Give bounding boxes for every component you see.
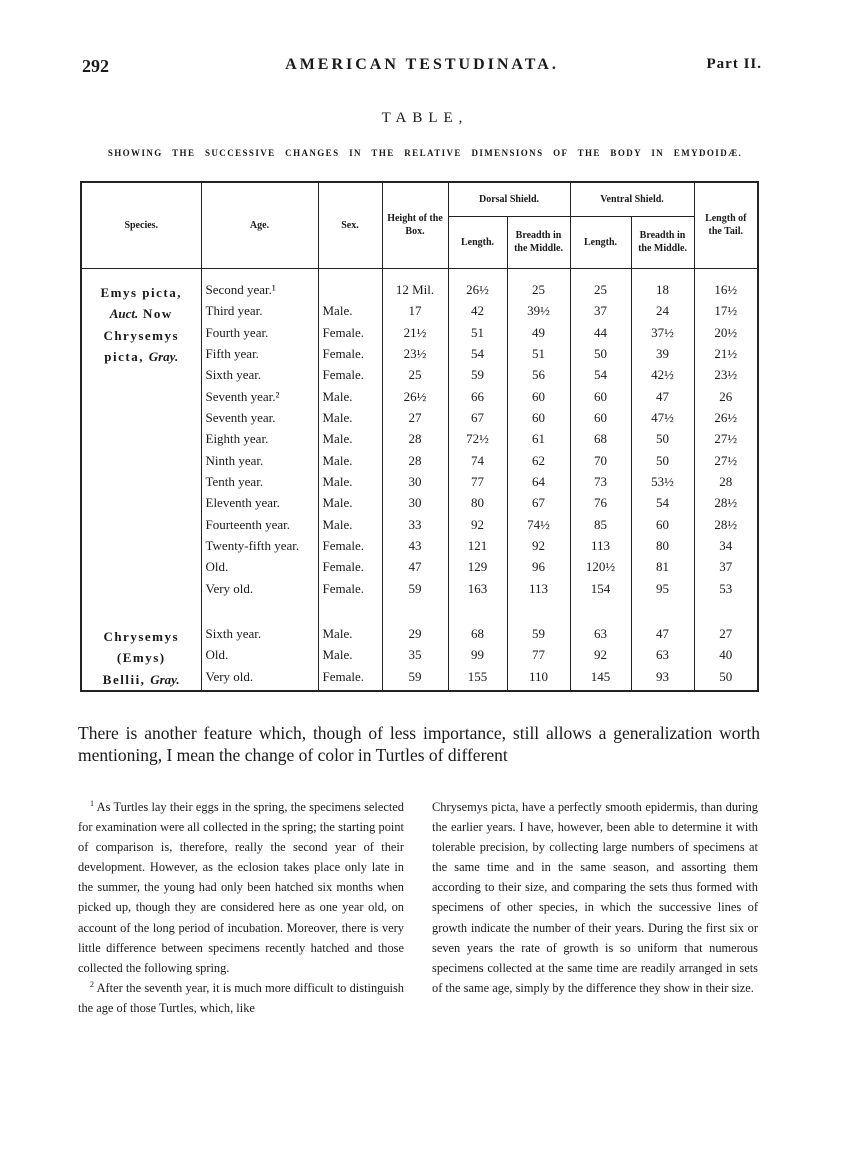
- ventral-breadth-cell: 54: [631, 495, 694, 516]
- height-header: Height of the Box.: [382, 182, 448, 268]
- spacer-cell: [201, 268, 318, 282]
- height-cell: 47: [382, 559, 448, 580]
- table-row: [81, 669, 758, 691]
- sex-cell: Female.: [318, 538, 382, 559]
- species-cell: [81, 389, 201, 410]
- age-cell: Very old.: [201, 669, 318, 691]
- footnote-2: [78, 978, 404, 1018]
- ventral-length-cell: 60: [570, 410, 631, 431]
- ventral-length-cell: 145: [570, 669, 631, 691]
- species-cell: [81, 538, 201, 559]
- tail-length-cell: 16½: [694, 282, 758, 303]
- spacer-cell: [382, 268, 448, 282]
- authority-name: Gray.: [150, 671, 180, 687]
- ventral-length-cell: 154: [570, 581, 631, 602]
- height-cell: 12 Mil.: [382, 282, 448, 303]
- dorsal-breadth-cell: 56: [507, 367, 570, 388]
- footnote-2-mark: 2: [90, 979, 94, 989]
- dorsal-breadth-cell: 77: [507, 647, 570, 668]
- dorsal-length-cell: 68: [448, 626, 507, 647]
- ventral-length-cell: 60: [570, 389, 631, 410]
- table-row: [81, 538, 758, 559]
- ventral-breadth-cell: 50: [631, 453, 694, 474]
- tail-length-cell: 21½: [694, 346, 758, 367]
- spacer-cell: [318, 268, 382, 282]
- species-cell: Emys picta,: [81, 282, 201, 303]
- table-row: [81, 453, 758, 474]
- height-cell: 28: [382, 431, 448, 452]
- height-cell: 43: [382, 538, 448, 559]
- gap-cell: [507, 602, 570, 626]
- ventral-breadth-cell: 63: [631, 647, 694, 668]
- ventral-breadth-cell: 93: [631, 669, 694, 691]
- ventral-length-cell: 73: [570, 474, 631, 495]
- height-cell: 59: [382, 581, 448, 602]
- table-row: [81, 346, 758, 367]
- footnote-1-text: As Turtles lay their eggs in the spring, the specimens selected for examination were all collected in the spring; the starting point of comparison is, therefore, really the second year of their development. However, as the eclosion takes place only late in the summer, the young had only been hatched six months when picked up, though they are considered here as one year old, on account of the long period of incubation. Moreover, there is very little difference between specimens recently hatched and those collected the following spring.: [78, 800, 404, 975]
- gap-cell: [570, 602, 631, 626]
- sex-cell: Male.: [318, 389, 382, 410]
- age-cell: Eighth year.: [201, 431, 318, 452]
- age-cell: Ninth year.: [201, 453, 318, 474]
- table-row: [81, 495, 758, 516]
- footnotes-left-column: [78, 797, 404, 1018]
- sex-cell: Female.: [318, 325, 382, 346]
- dorsal-breadth-cell: 61: [507, 431, 570, 452]
- sex-cell: [318, 282, 382, 303]
- body-paragraph: There is another feature which, though of less importance, still allows a generalization worth mentioning, I mean the change of color in Turtles of different: [78, 723, 760, 765]
- dorsal-breadth-cell: 59: [507, 626, 570, 647]
- age-header: Age.: [201, 182, 318, 268]
- ventral-breadth-cell: 47: [631, 389, 694, 410]
- dorsal-length-cell: 155: [448, 669, 507, 691]
- ventral-breadth-cell: 80: [631, 538, 694, 559]
- height-cell: 21½: [382, 325, 448, 346]
- sex-cell: Male.: [318, 410, 382, 431]
- dorsal-breadth-cell: 64: [507, 474, 570, 495]
- dorsal-length-cell: 129: [448, 559, 507, 580]
- age-cell: Fifth year.: [201, 346, 318, 367]
- spacer-cell: [570, 268, 631, 282]
- height-cell: 30: [382, 495, 448, 516]
- sex-cell: Male.: [318, 303, 382, 324]
- height-cell: 23½: [382, 346, 448, 367]
- species-cell: [81, 453, 201, 474]
- tail-length-cell: 28: [694, 474, 758, 495]
- age-cell: Tenth year.: [201, 474, 318, 495]
- gap-cell: [382, 602, 448, 626]
- page-number: 292: [82, 56, 109, 76]
- page-header: [82, 56, 762, 80]
- height-cell: 28: [382, 453, 448, 474]
- age-cell: Old.: [201, 559, 318, 580]
- sex-cell: Male.: [318, 431, 382, 452]
- sex-cell: Male.: [318, 626, 382, 647]
- table-row: [81, 325, 758, 346]
- species-cell: [81, 581, 201, 602]
- sex-cell: Male.: [318, 453, 382, 474]
- sex-cell: Male.: [318, 495, 382, 516]
- species-cell: [81, 410, 201, 431]
- dorsal-breadth-cell: 110: [507, 669, 570, 691]
- ventral-breadth-cell: 50: [631, 431, 694, 452]
- table-subtitle: SHOWING THE SUCCESSIVE CHANGES IN THE RELATIVE DIMENSIONS OF THE BODY IN EMYDOIDÆ.: [107, 148, 743, 158]
- sex-cell: Female.: [318, 669, 382, 691]
- dorsal-breadth-cell: 51: [507, 346, 570, 367]
- table-row: [81, 389, 758, 410]
- tail-length-cell: 17½: [694, 303, 758, 324]
- group-gap-row: [81, 602, 758, 626]
- dorsal-breadth-cell: 49: [507, 325, 570, 346]
- dorsal-length-cell: 99: [448, 647, 507, 668]
- ventral-breadth-cell: 81: [631, 559, 694, 580]
- gap-cell: [448, 602, 507, 626]
- ventral-breadth-cell: 24: [631, 303, 694, 324]
- dorsal-breadth-header: Breadth in the Middle.: [507, 216, 570, 268]
- ventral-breadth-cell: 37½: [631, 325, 694, 346]
- dorsal-length-cell: 67: [448, 410, 507, 431]
- ventral-length-cell: 70: [570, 453, 631, 474]
- height-cell: 33: [382, 517, 448, 538]
- height-cell: 30: [382, 474, 448, 495]
- age-cell: Twenty-fifth year.: [201, 538, 318, 559]
- dorsal-length-cell: 42: [448, 303, 507, 324]
- ventral-length-header: Length.: [570, 216, 631, 268]
- dorsal-length-cell: 54: [448, 346, 507, 367]
- age-cell: Seventh year.²: [201, 389, 318, 410]
- ventral-breadth-cell: 47½: [631, 410, 694, 431]
- height-cell: 26½: [382, 389, 448, 410]
- dorsal-length-cell: 92: [448, 517, 507, 538]
- tail-length-cell: 27: [694, 626, 758, 647]
- spacer-cell: [507, 268, 570, 282]
- dorsal-shield-header: Dorsal Shield.: [448, 182, 570, 216]
- footnote-2-continued: Chrysemys picta, have a perfectly smooth epidermis, than during the earlier years. I have, however, been able to determine it with tolerable precision, by collecting large numbers of specimens at the same time and in the same season, and assorting them according to their size, and comparing the sets thus formed with specimens of other species, in which the successive lines of growth indicate the number of their years. During the first six or seven years the rate of growth is so uniform that numerous specimens collected at the same time are readily arranged in sets of the same age, simply by the difference they show in their size.: [432, 800, 758, 995]
- dorsal-breadth-cell: 60: [507, 389, 570, 410]
- table-row: [81, 581, 758, 602]
- gap-cell: [201, 602, 318, 626]
- age-cell: Fourteenth year.: [201, 517, 318, 538]
- tail-length-cell: 40: [694, 647, 758, 668]
- height-cell: 25: [382, 367, 448, 388]
- ventral-length-cell: 76: [570, 495, 631, 516]
- footnote-2-text: After the seventh year, it is much more difficult to distinguish the age of those Turtles, which, like: [78, 980, 404, 1015]
- dorsal-length-cell: 72½: [448, 431, 507, 452]
- tail-header: Length of the Tail.: [694, 182, 758, 268]
- dorsal-length-cell: 66: [448, 389, 507, 410]
- species-cell: Bellii, Gray.: [81, 669, 201, 691]
- dorsal-breadth-cell: 113: [507, 581, 570, 602]
- age-cell: Third year.: [201, 303, 318, 324]
- tail-length-cell: 34: [694, 538, 758, 559]
- sex-header: Sex.: [318, 182, 382, 268]
- tail-length-cell: 28½: [694, 495, 758, 516]
- table-row: [81, 431, 758, 452]
- sex-cell: Male.: [318, 474, 382, 495]
- dorsal-breadth-cell: 39½: [507, 303, 570, 324]
- dorsal-breadth-cell: 96: [507, 559, 570, 580]
- part-label: Part II.: [706, 56, 762, 72]
- table-row: [81, 303, 758, 324]
- authority-name: Gray.: [148, 349, 179, 365]
- age-cell: Eleventh year.: [201, 495, 318, 516]
- ventral-length-cell: 113: [570, 538, 631, 559]
- species-header: Species.: [81, 182, 201, 268]
- table-row: [81, 474, 758, 495]
- dorsal-breadth-cell: 92: [507, 538, 570, 559]
- table-row: [81, 367, 758, 388]
- dorsal-breadth-cell: 74½: [507, 517, 570, 538]
- age-cell: Very old.: [201, 581, 318, 602]
- table-row: [81, 647, 758, 668]
- sex-cell: Female.: [318, 367, 382, 388]
- tail-length-cell: 26½: [694, 410, 758, 431]
- gap-cell: [694, 602, 758, 626]
- ventral-length-cell: 44: [570, 325, 631, 346]
- age-cell: Seventh year.: [201, 410, 318, 431]
- ventral-breadth-cell: 39: [631, 346, 694, 367]
- ventral-length-cell: 120½: [570, 559, 631, 580]
- dorsal-length-cell: 74: [448, 453, 507, 474]
- ventral-length-cell: 50: [570, 346, 631, 367]
- height-cell: 27: [382, 410, 448, 431]
- ventral-breadth-cell: 42½: [631, 367, 694, 388]
- height-cell: 17: [382, 303, 448, 324]
- footnotes-right-column: [432, 797, 758, 998]
- running-title: AMERICAN TESTUDINATA.: [285, 56, 559, 73]
- species-cell: [81, 559, 201, 580]
- dorsal-length-cell: 163: [448, 581, 507, 602]
- age-cell: Second year.¹: [201, 282, 318, 303]
- ventral-length-cell: 25: [570, 282, 631, 303]
- tail-length-cell: 20½: [694, 325, 758, 346]
- table-row: [81, 517, 758, 538]
- dorsal-breadth-cell: 25: [507, 282, 570, 303]
- ventral-shield-header: Ventral Shield.: [570, 182, 694, 216]
- ventral-length-cell: 63: [570, 626, 631, 647]
- dorsal-length-cell: 59: [448, 367, 507, 388]
- ventral-breadth-cell: 53½: [631, 474, 694, 495]
- table-row: [81, 626, 758, 647]
- gap-cell: [318, 602, 382, 626]
- sex-cell: Male.: [318, 647, 382, 668]
- dorsal-length-cell: 80: [448, 495, 507, 516]
- ventral-length-cell: 37: [570, 303, 631, 324]
- spacer-cell: [448, 268, 507, 282]
- age-cell: Sixth year.: [201, 626, 318, 647]
- dorsal-breadth-cell: 67: [507, 495, 570, 516]
- species-cell: [81, 431, 201, 452]
- ventral-breadth-header: Breadth in the Middle.: [631, 216, 694, 268]
- tail-length-cell: 23½: [694, 367, 758, 388]
- species-cell: picta, Gray.: [81, 346, 201, 367]
- footnote-1-mark: 1: [90, 798, 94, 808]
- dimensions-table: [80, 181, 759, 692]
- sex-cell: Female.: [318, 346, 382, 367]
- tail-length-cell: 53: [694, 581, 758, 602]
- spacer-cell: [631, 268, 694, 282]
- species-cell: (Emys): [81, 647, 201, 668]
- age-cell: Sixth year.: [201, 367, 318, 388]
- species-cell: [81, 495, 201, 516]
- dorsal-length-header: Length.: [448, 216, 507, 268]
- authority-name: Auct.: [109, 306, 139, 322]
- ventral-breadth-cell: 18: [631, 282, 694, 303]
- ventral-length-cell: 54: [570, 367, 631, 388]
- species-cell: Auct. Now: [81, 303, 201, 324]
- species-cell: Chrysemys: [81, 626, 201, 647]
- ventral-length-cell: 68: [570, 431, 631, 452]
- tail-length-cell: 27½: [694, 453, 758, 474]
- dorsal-breadth-cell: 60: [507, 410, 570, 431]
- ventral-breadth-cell: 60: [631, 517, 694, 538]
- species-cell: [81, 367, 201, 388]
- sex-cell: Male.: [318, 517, 382, 538]
- ventral-length-cell: 92: [570, 647, 631, 668]
- age-cell: Fourth year.: [201, 325, 318, 346]
- spacer-cell: [81, 268, 201, 282]
- table-title: TABLE,: [381, 110, 469, 126]
- dorsal-length-cell: 77: [448, 474, 507, 495]
- ventral-length-cell: 85: [570, 517, 631, 538]
- tail-length-cell: 26: [694, 389, 758, 410]
- dorsal-length-cell: 26½: [448, 282, 507, 303]
- table-body: [81, 268, 758, 691]
- tail-length-cell: 27½: [694, 431, 758, 452]
- tail-length-cell: 50: [694, 669, 758, 691]
- tail-length-cell: 37: [694, 559, 758, 580]
- sex-cell: Female.: [318, 559, 382, 580]
- species-cell: [81, 474, 201, 495]
- ventral-breadth-cell: 95: [631, 581, 694, 602]
- gap-cell: [631, 602, 694, 626]
- sex-cell: Female.: [318, 581, 382, 602]
- height-cell: 29: [382, 626, 448, 647]
- dorsal-length-cell: 51: [448, 325, 507, 346]
- table-row: [81, 559, 758, 580]
- dorsal-breadth-cell: 62: [507, 453, 570, 474]
- ventral-breadth-cell: 47: [631, 626, 694, 647]
- height-cell: 35: [382, 647, 448, 668]
- footnote-1: [78, 797, 404, 978]
- species-cell: Chrysemys: [81, 325, 201, 346]
- tail-length-cell: 28½: [694, 517, 758, 538]
- species-cell: [81, 517, 201, 538]
- dorsal-length-cell: 121: [448, 538, 507, 559]
- table-row: [81, 282, 758, 303]
- spacer-cell: [694, 268, 758, 282]
- age-cell: Old.: [201, 647, 318, 668]
- table-row: [81, 410, 758, 431]
- gap-cell: [81, 602, 201, 626]
- height-cell: 59: [382, 669, 448, 691]
- table-spacer-row: [81, 268, 758, 282]
